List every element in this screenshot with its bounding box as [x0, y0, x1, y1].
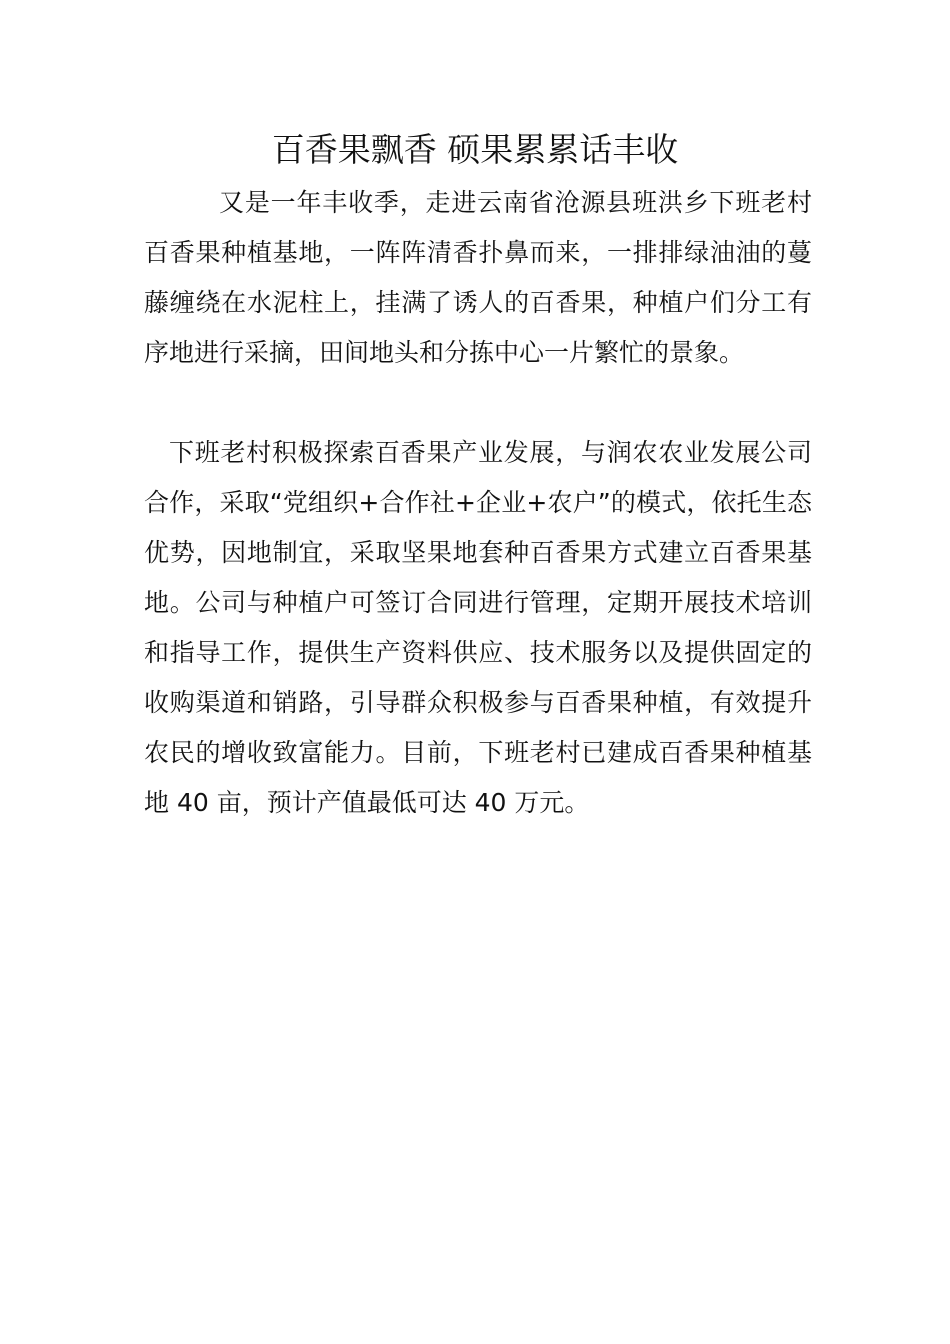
paragraph-2: 下班老村积极探索百香果产业发展，与润农农业发展公司合作，采取“党组织+合作社+企业+农户”的模式，依托生态优势，因地制宜，采取坚果地套种百香果方式建立百香果基地。公司与种植户可签订合同进行管理，定期开展技术培训和指导工作，提供生产资料供应、技术服务以及提供固定的收购渠道和销路，引导群众积极参与百香果种植，有效提升农民的增收致富能力。目前，下班老村已建成百香果种植基地 40 亩，预计产值最低可达 40 万元。 — [144, 438, 812, 817]
paragraph-1: 又是一年丰收季，走进云南省沧源县班洪乡下班老村百香果种植基地，一阵阵清香扑鼻而来，一排排绿油油的蔓藤缠绕在水泥柱上，挂满了诱人的百香果，种植户们分工有序地进行采摘，田间地头和分拣中心一片繁忙的景象。 — [144, 188, 812, 367]
document-title: 百香果飘香 硕果累累话丰收 — [271, 130, 679, 169]
